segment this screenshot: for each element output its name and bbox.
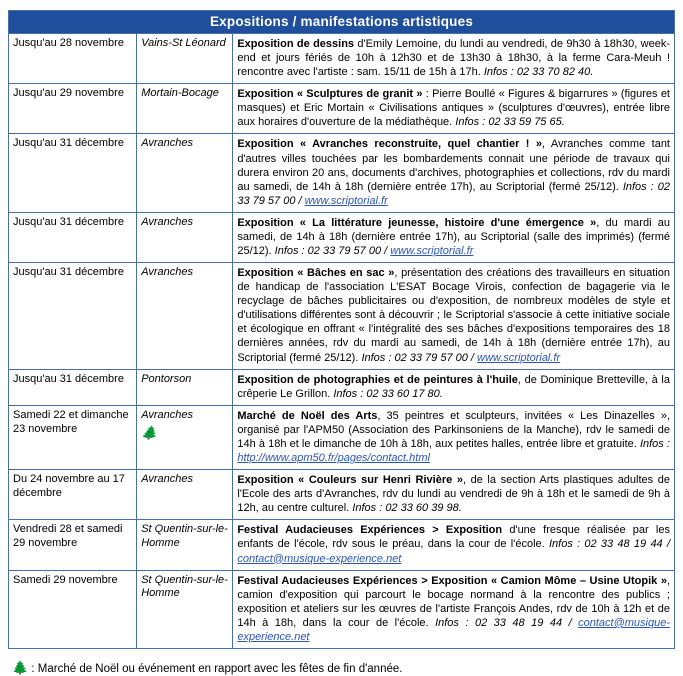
event-date-cell: Samedi 22 et dimanche 23 novembre xyxy=(9,405,137,469)
event-description-cell xyxy=(233,134,675,212)
event-title-text: Exposition de dessins xyxy=(237,38,358,50)
event-place-label: Avranches xyxy=(141,408,193,421)
event-description-cell xyxy=(233,263,675,370)
event-link[interactable]: contact@musique-experience.net xyxy=(237,552,402,565)
event-title-text: Exposition « Couleurs sur Henri Rivière » xyxy=(237,474,463,487)
event-place-label: St Quentin-sur-le-Homme xyxy=(141,523,228,550)
table-header-row xyxy=(9,11,675,34)
event-description-cell xyxy=(233,405,675,469)
event-description-cell xyxy=(233,520,675,570)
event-place-cell xyxy=(137,470,233,520)
event-info-text: Infos : 02 33 79 57 00 / xyxy=(274,245,391,258)
event-description-cell xyxy=(233,34,675,84)
event-info-text: Infos : 02 33 48 19 44 / xyxy=(548,538,670,551)
events-table xyxy=(8,10,675,649)
event-place-label: St Quentin-sur-le-Homme xyxy=(141,573,228,600)
event-place-cell xyxy=(137,570,233,648)
event-link[interactable]: http://www.apm50.fr/pages/contact.html xyxy=(237,452,430,465)
event-place-cell xyxy=(137,520,233,570)
event-place-label: Vains-St Léonard xyxy=(141,37,226,49)
event-description-cell xyxy=(233,212,675,262)
event-body-text: d'une fresque réalisée par les enfants de l'école, rdv sous le préau, dans la cour de l'école. xyxy=(237,524,670,551)
event-date-cell: Jusqu'au 31 décembre xyxy=(9,212,137,262)
event-date-cell: Jusqu'au 31 décembre xyxy=(9,134,137,212)
event-title-text: Marché de Noël des Arts xyxy=(237,409,378,422)
event-place-label: Avranches xyxy=(141,473,193,486)
event-date-cell: Vendredi 28 et samedi 29 novembre xyxy=(9,520,137,570)
table-body xyxy=(9,34,675,649)
event-body-text: , 35 peintres et sculpteurs, invitées « Les Dinazelles », organisé par l'APM50 (Association des Parkinsoniens de la Manche), rdv le samedi de 14h à 18h et le dimanche de 10h à 18h, aux petites halles, entrée libre et gratuite. xyxy=(237,409,670,450)
event-title-text: Exposition « Sculptures de granit » xyxy=(237,88,423,101)
event-place-cell xyxy=(137,134,233,212)
event-info-text: Infos : 02 33 70 82 40. xyxy=(483,66,594,79)
event-info-text: Infos : xyxy=(639,437,670,450)
event-title-text: Exposition « Avranches reconstruite, quel chantier ! » xyxy=(237,138,543,151)
event-body-text: , de Dominique Bretteville, à la crêperie Le Grillon. xyxy=(237,373,670,400)
event-body-text: , du mardi au samedi, de 14h à 18h (dernière entrée 17h), au Scriptorial (salle des imprimés) (fermé 25/12). xyxy=(237,216,670,258)
event-description-cell xyxy=(233,84,675,134)
table-row xyxy=(9,570,675,648)
event-place-cell xyxy=(137,369,233,405)
event-title-text: Exposition de photographies et de peintures à l'huile xyxy=(237,373,518,386)
page-title: Expositions / manifestations artistiques xyxy=(9,11,675,34)
event-date-cell: Jusqu'au 29 novembre xyxy=(9,84,137,134)
event-info-text: Infos : 02 33 59 75 65. xyxy=(455,116,565,129)
event-info-text: Infos : 02 33 79 57 00 / xyxy=(237,180,670,207)
legend-footnote xyxy=(8,660,675,676)
table-row xyxy=(9,34,675,84)
tree-icon: 🌲 xyxy=(141,424,158,440)
event-title-text: Exposition « La littérature jeunesse, histoire d'une émergence » xyxy=(237,216,597,229)
event-body-text: , camion d'exposition qui parcourt le bocage normand à la rencontre des publics ; exposition et ateliers sur les œuvres de l'artiste François Andes, rdv de 10h à 12h et de 14h à 18h, dans la cour de l'école. xyxy=(237,574,670,629)
table-row xyxy=(9,84,675,134)
event-place-cell xyxy=(137,405,233,469)
table-row xyxy=(9,405,675,469)
event-date-cell: Du 24 novembre au 17 décembre xyxy=(9,470,137,520)
event-place-cell xyxy=(137,84,233,134)
event-body-text: , de la section Arts plastiques adultes de l'Ecole des arts d'Avranches, rdv du lundi au vendredi de 9h à 18h et le samedi de 9h à 12h, au centre culturel. xyxy=(237,474,670,515)
event-info-text: Infos : 02 33 60 17 80. xyxy=(333,387,443,400)
event-date-cell: Samedi 29 novembre xyxy=(9,570,137,648)
table-row xyxy=(9,134,675,212)
event-body-text: , Avranches comme tant d'autres villes touchées par les bombardements connait une période de travaux qui durera environ 20 ans, documents d'archives, photographies et collections, rdv du mardi au samedi, de 14h à 18h (dernière entrée 17h), au Scriptorial (fermé 25/12). xyxy=(237,138,670,193)
event-title-text: Exposition « Bâches en sac » xyxy=(237,267,395,280)
event-description-cell xyxy=(233,570,675,648)
event-title-text: Festival Audacieuses Expériences > Exposition xyxy=(237,524,503,537)
event-date-cell: Jusqu'au 28 novembre xyxy=(9,34,137,84)
event-place-cell xyxy=(137,212,233,262)
event-place-label: Avranches xyxy=(141,215,193,228)
event-place-label: Pontorson xyxy=(141,372,192,385)
event-place-label: Mortain-Bocage xyxy=(141,87,219,100)
table-row xyxy=(9,470,675,520)
event-link[interactable]: www.scriptorial.fr xyxy=(390,245,474,258)
event-place-label: Avranches xyxy=(141,137,193,150)
event-body-text: d'Emily Lemoine, du lundi au vendredi, de 9h30 à 18h30, week-end et jours fériés de 10h à 12h30 et de 13h30 à 18h30, à la ferme Cara-Meuh ! rencontre avec l'artiste : sam. 15/11 de 15h à 17h. xyxy=(237,38,670,79)
table-row xyxy=(9,369,675,405)
table-row xyxy=(9,263,675,370)
event-link[interactable]: www.scriptorial.fr xyxy=(477,351,561,364)
event-link[interactable]: contact@musique-experience.net xyxy=(237,616,670,643)
event-info-text: Infos : 02 33 60 39 98. xyxy=(352,502,462,515)
event-info-text: Infos : 02 33 79 57 00 / xyxy=(361,351,478,364)
legend-text: : Marché de Noël ou événement en rapport avec les fêtes de fin d'année. xyxy=(31,662,403,675)
event-link[interactable]: www.scriptorial.fr xyxy=(304,194,388,207)
event-body-text: : Pierre Boullé « Figures & bigarrures » (figures et masques) et Eric Mortain « Civilisations antiques » (sculptures d'œuvres), entrée libre aux horaires d'ouverture de la médiathèque. xyxy=(237,88,670,129)
tree-icon: 🌲 xyxy=(12,659,29,675)
event-title-text: Festival Audacieuses Expériences > Exposition « Camion Môme – Usine Utopik » xyxy=(237,574,667,587)
table-row xyxy=(9,212,675,262)
event-date-cell: Jusqu'au 31 décembre xyxy=(9,263,137,370)
event-place-label: Avranches xyxy=(141,266,193,279)
event-place-cell xyxy=(137,263,233,370)
event-description-cell xyxy=(233,470,675,520)
table-row xyxy=(9,520,675,570)
event-description-cell xyxy=(233,369,675,405)
event-body-text: , présentation des créations des travailleurs en situation de handicap de l'association L'ESAT Bocage Virois, confection de bagagerie via le recyclage de bâches publicitaires ou d'exposition, de nombreux modèles de style et d'utilisations différentes sont à découvrir ; le Scriptorial s'associe à cette initiative sociale et écologique en offrant « l'intégralité des ses bâches d'expositions temporaires des 18 dernières années, rdv du mardi au samedi, de 14h à 18h (dernière entrée 17h), au Scriptorial (fermé 25/12). xyxy=(237,267,670,364)
event-place-cell xyxy=(137,34,233,84)
event-date-cell: Jusqu'au 31 décembre xyxy=(9,369,137,405)
event-info-text: Infos : 02 33 48 19 44 / xyxy=(435,616,579,629)
